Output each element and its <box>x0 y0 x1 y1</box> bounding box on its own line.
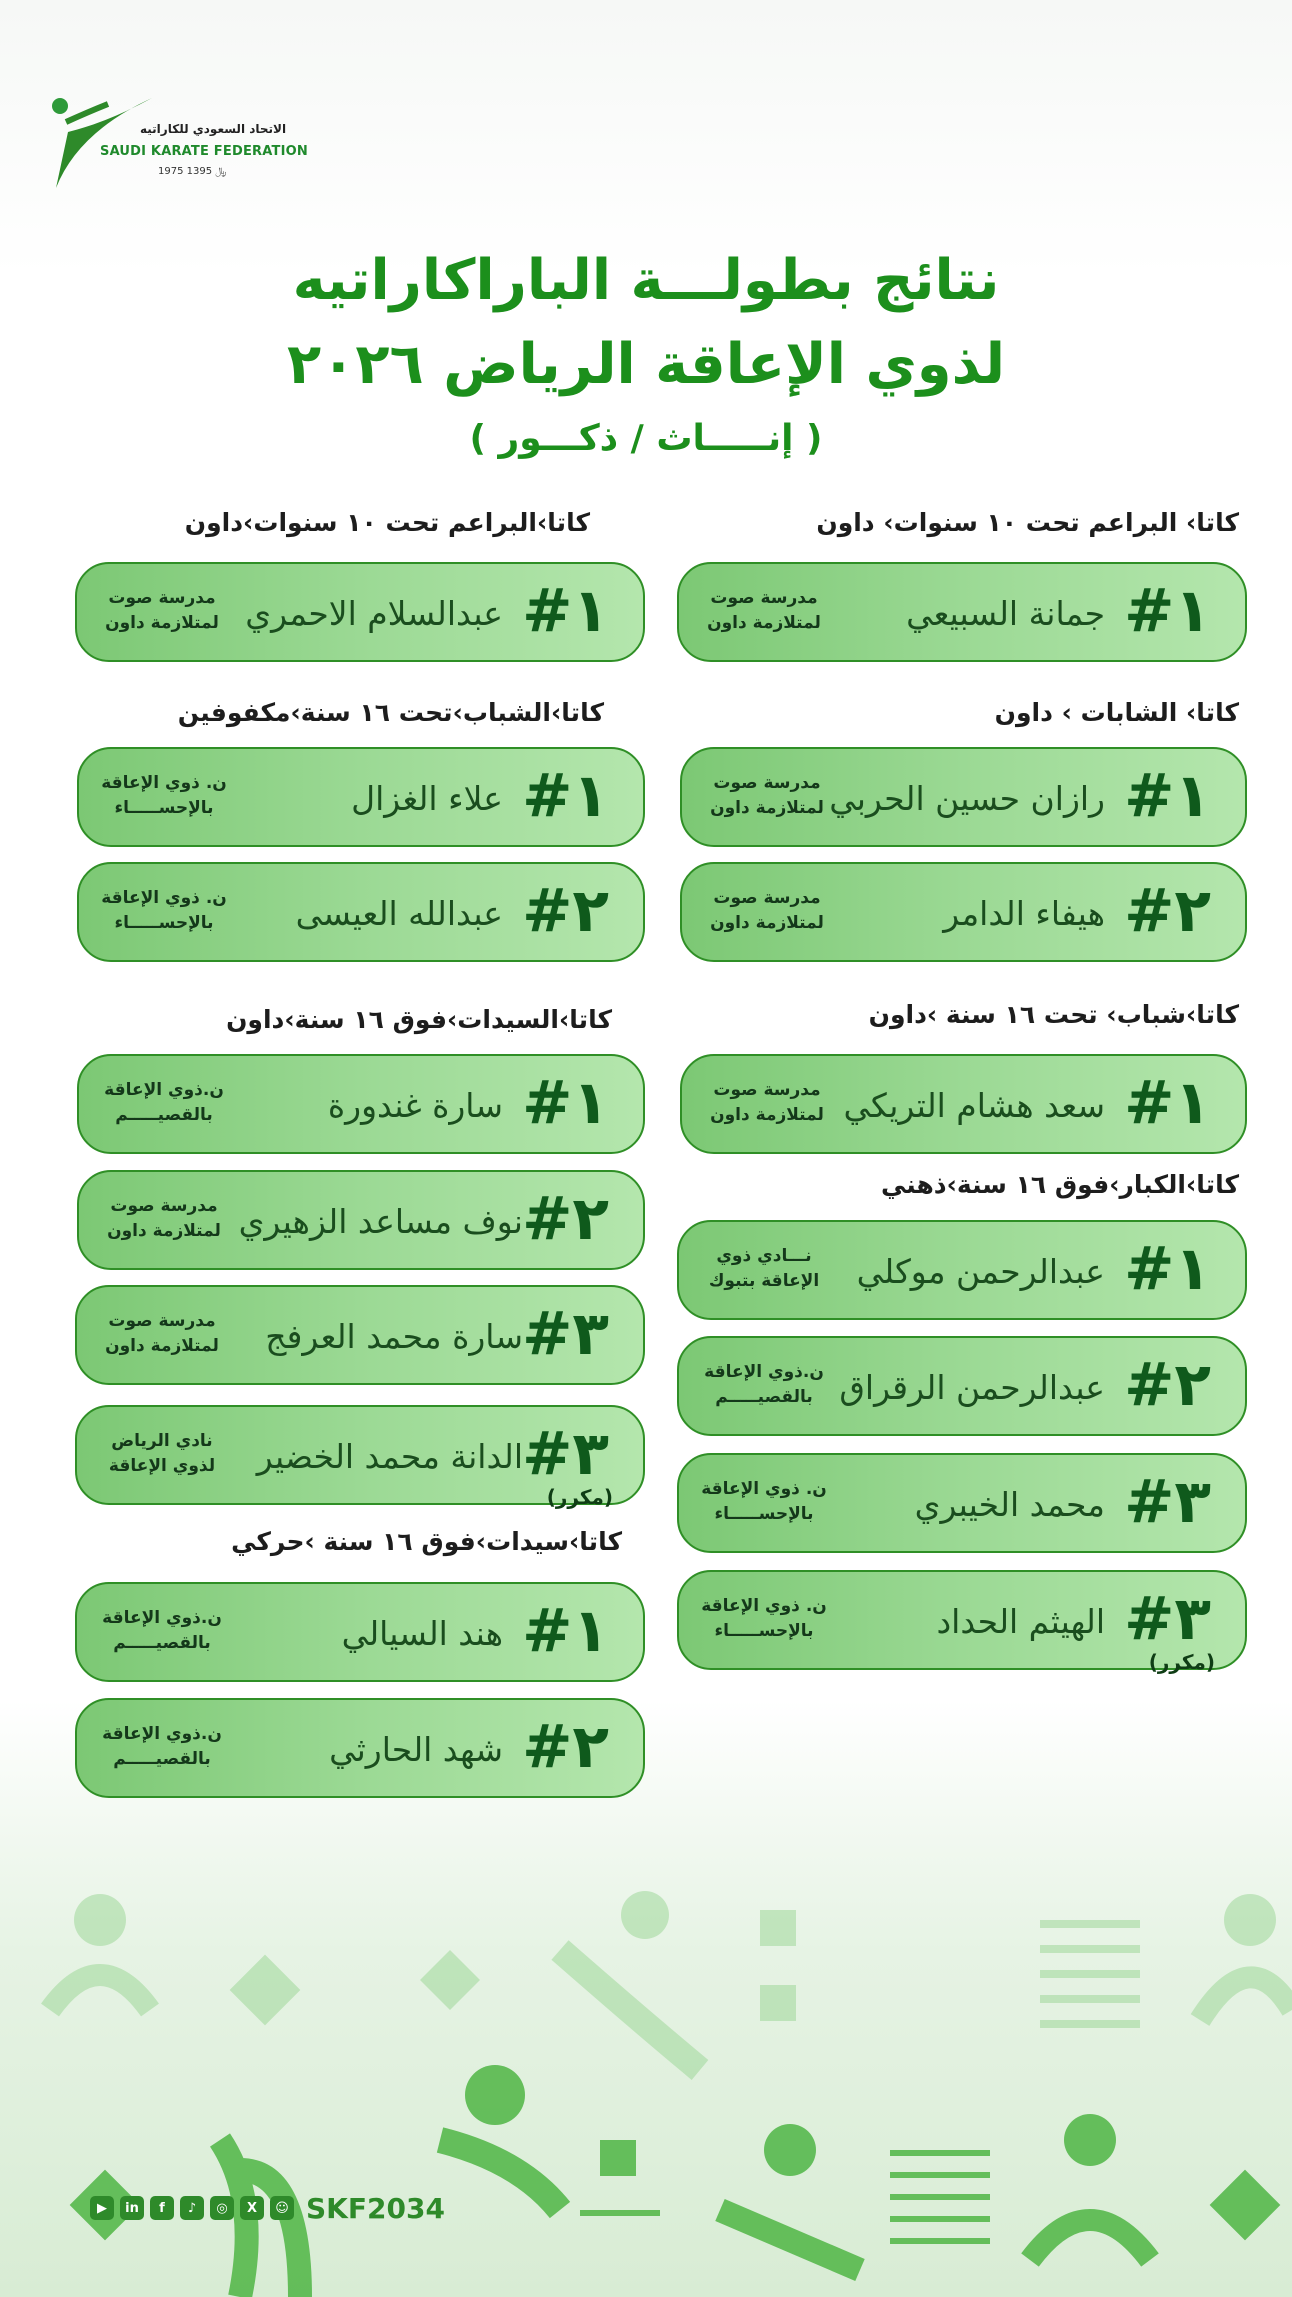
duplicate-label: (مكرر) <box>1148 1650 1215 1674</box>
result-card <box>75 1582 645 1682</box>
result-card <box>77 747 645 847</box>
logo-english-text: SAUDI KARATE FEDERATION <box>100 144 308 159</box>
rank-label: #٢ <box>522 876 609 946</box>
club-label: ن. ذوي الإعاقة بالإحســـــاء <box>101 888 227 933</box>
athlete-name: علاء الغزال <box>351 779 503 818</box>
youtube-icon[interactable]: ▶ <box>90 2196 114 2220</box>
social-handle: SKF2034 <box>306 2191 445 2225</box>
athlete-name: عبدالله العيسى <box>295 894 503 933</box>
athlete-name: سارة غندورة <box>327 1086 503 1125</box>
result-card <box>677 1453 1247 1553</box>
snapchat-icon[interactable]: ☺ <box>270 2196 294 2220</box>
federation-logo <box>48 92 308 202</box>
section-title: كاتا› البراعم تحت ١٠ سنوات› داون <box>816 508 1239 537</box>
duplicate-label: (مكرر) <box>546 1485 613 1509</box>
page-title-line2: لذوي الإعاقة الرياض ٢٠٢٦ <box>287 332 1005 397</box>
club-label: ن.ذوي الإعاقة بالقصيـــــم <box>102 1724 222 1769</box>
athlete-name: عبدالسلام الاحمري <box>245 594 503 633</box>
section-title: كاتا›الكبار›فوق ١٦ سنة›ذهني <box>880 1170 1239 1199</box>
result-card <box>677 1336 1247 1436</box>
result-card <box>75 1285 645 1385</box>
x-icon[interactable]: X <box>240 2196 264 2220</box>
result-card <box>75 1405 645 1509</box>
club-label: مدرسة صوت لمتلازمة داون <box>107 1196 221 1241</box>
athlete-name: نوف مساعد الزهيري <box>238 1202 523 1241</box>
rank-label: #١ <box>522 1596 609 1666</box>
rank-label: #١ <box>522 761 609 831</box>
club-label: ن.ذوي الإعاقة بالقصيـــــم <box>704 1362 824 1407</box>
club-label: مدرسة صوت لمتلازمة داون <box>710 773 824 818</box>
social-bar <box>90 2190 445 2226</box>
rank-label: #١ <box>1124 1068 1211 1138</box>
athlete-name: سعد هشام التريكي <box>843 1086 1105 1125</box>
club-label: ن. ذوي الإعاقة بالإحســـــاء <box>701 1479 827 1524</box>
athlete-name: الهيثم الحداد <box>936 1602 1105 1641</box>
club-label: ن. ذوي الإعاقة بالإحســـــاء <box>101 773 227 818</box>
result-card <box>77 1170 645 1270</box>
rank-label: #٣ <box>522 1299 609 1369</box>
karate-figure-icon <box>48 92 158 192</box>
section-title: كاتا›السيدات›فوق ١٦ سنة›داون <box>226 1005 612 1034</box>
page-title-line1: نتائج بطولـــة الباراكاراتيه <box>292 248 1000 313</box>
athlete-name: محمد الخيبري <box>914 1485 1105 1524</box>
result-card <box>77 1054 645 1154</box>
athlete-name: هيفاء الدامر <box>943 894 1105 933</box>
result-card <box>77 862 645 962</box>
rank-label: #١ <box>1124 761 1211 831</box>
rank-label: #٢ <box>522 1712 609 1782</box>
section-title: كاتا› الشابات › داون <box>994 698 1239 727</box>
page-subtitle: ( إنـــــاث / ذكـــور ) <box>469 418 823 459</box>
club-label: مدرسة صوت لمتلازمة داون <box>710 1080 824 1125</box>
rank-label: #٢ <box>522 1184 609 1254</box>
result-card <box>677 1570 1247 1674</box>
section-title: كاتا›البراعم تحت ١٠ سنوات›داون <box>184 508 590 537</box>
club-label: نادي الرياض لذوي الإعاقة <box>108 1431 216 1476</box>
rank-label: #١ <box>1124 576 1211 646</box>
rank-label: #١ <box>522 1068 609 1138</box>
rank-label: #٣ <box>1124 1467 1211 1537</box>
result-card <box>677 1220 1247 1320</box>
logo-arabic-text: الاتحاد السعودي للكاراتيه <box>140 122 287 136</box>
result-card <box>680 1054 1247 1154</box>
facebook-icon[interactable]: f <box>150 2196 174 2220</box>
rank-label: #١ <box>522 576 609 646</box>
athlete-name: جمانة السبيعي <box>906 594 1105 633</box>
club-label: مدرسة صوت لمتلازمة داون <box>105 588 219 633</box>
result-card <box>75 562 645 662</box>
section-title: كاتا›الشباب›تحت ١٦ سنة›مكفوفين <box>177 698 604 727</box>
club-label: ن.ذوي الإعاقة بالقصيـــــم <box>104 1080 224 1125</box>
linkedin-icon[interactable]: in <box>120 2196 144 2220</box>
club-label: مدرسة صوت لمتلازمة داون <box>710 888 824 933</box>
club-label: مدرسة صوت لمتلازمة داون <box>707 588 821 633</box>
athlete-name: شهد الحارثي <box>329 1730 503 1769</box>
club-label: ن. ذوي الإعاقة بالإحســـــاء <box>701 1596 827 1641</box>
tiktok-icon[interactable]: ♪ <box>180 2196 204 2220</box>
athlete-name: عبدالرحمن الرقراق <box>839 1368 1105 1407</box>
logo-years: 1975 ﷼ 1395 <box>158 166 227 177</box>
result-card <box>75 1698 645 1798</box>
rank-label: #٢ <box>1124 876 1211 946</box>
athlete-name: عبدالرحمن موكلي <box>856 1252 1105 1291</box>
club-label: مدرسة صوت لمتلازمة داون <box>105 1311 219 1356</box>
rank-label: #١ <box>1124 1234 1211 1304</box>
result-card <box>680 862 1247 962</box>
athlete-name: سارة محمد العرفج <box>265 1317 523 1356</box>
rank-label: #٢ <box>1124 1350 1211 1420</box>
rank-label: #٣ <box>522 1419 609 1489</box>
section-title: كاتا›شباب› تحت ١٦ سنة ›داون <box>868 1000 1239 1029</box>
result-card <box>677 562 1247 662</box>
athlete-name: هند السيالي <box>341 1614 503 1653</box>
club-label: ن.ذوي الإعاقة بالقصيـــــم <box>102 1608 222 1653</box>
instagram-icon[interactable]: ◎ <box>210 2196 234 2220</box>
rank-label: #٣ <box>1124 1584 1211 1654</box>
athlete-name: رازان حسين الحربي <box>829 779 1105 818</box>
club-label: نـــادي ذوي الإعاقة بتبوك <box>708 1246 820 1291</box>
result-card <box>680 747 1247 847</box>
section-title: كاتا›سيدات›فوق ١٦ سنة ›حركي <box>231 1527 622 1556</box>
athlete-name: الدانة محمد الخضير <box>256 1437 523 1476</box>
